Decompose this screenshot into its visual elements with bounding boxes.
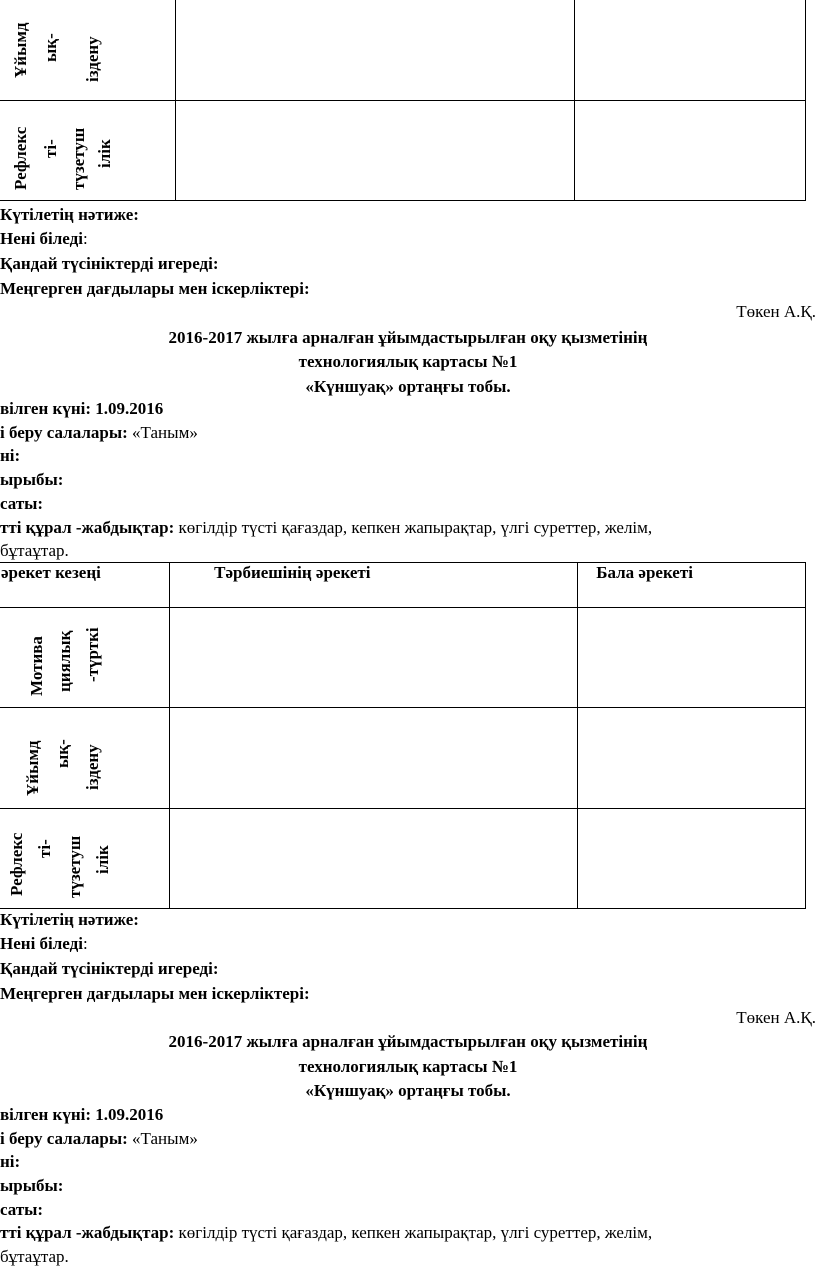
field-b: ырыбы: (0, 470, 64, 489)
field-b: ырыбы: (0, 1176, 64, 1195)
date-line: вілген күні: 1.09.2016 (0, 1105, 164, 1124)
equipment-cont: бұтаұтар. (0, 541, 69, 560)
knows-line: Нені біледі: (0, 229, 88, 248)
stage-labels (0, 600, 180, 910)
equipment-line: тті құрал -жабдықтар: көгілдір түсті қағаздар, кепкен жапырақтар, үлгі суреттер, желім, (0, 518, 653, 537)
areas-line: і беру салалары: «Таным» (0, 1129, 198, 1148)
label-line: Рефлекс (11, 126, 30, 190)
author-name: Төкен А.Қ. (736, 1008, 816, 1027)
date-line: вілген күні: 1.09.2016 (0, 399, 164, 418)
skills-line: Меңгерген дағдылары мен іскерліктері: (0, 984, 310, 1003)
equipment-cont: бұтаұтар. (0, 1247, 69, 1266)
label-line: Ұйымд (11, 22, 30, 78)
author-name: Төкен А.Қ. (736, 302, 816, 321)
header-teacher: Тәрбиешінің әрекеті (170, 563, 578, 608)
doc-title-line1: 2016-2017 жылға арналған ұйымдастырылған оқу қызметінің (168, 328, 648, 347)
teacher-action-cell (170, 708, 578, 809)
field-c: саты: (0, 1200, 44, 1219)
teacher-action-cell (175, 0, 575, 101)
child-action-cell (578, 608, 806, 708)
field-a: ні: (0, 446, 21, 465)
label-line: ті- (41, 139, 60, 158)
concepts-line: Қандай түсініктерді игереді: (0, 959, 219, 978)
label-line: ық- (41, 33, 60, 62)
teacher-action-cell (170, 809, 578, 909)
expected-result: Күтілетің нәтиже: (0, 205, 139, 224)
teacher-action-cell (175, 101, 575, 201)
stage-labels-top (0, 0, 180, 200)
expected-result: Күтілетің нәтиже: (0, 910, 139, 929)
child-action-cell (578, 708, 806, 809)
child-action-cell (578, 809, 806, 909)
label-line: ті- (35, 839, 54, 858)
label-line: Рефлекс (7, 832, 26, 896)
label-line: іздену (83, 36, 102, 82)
label-line: Мотива (27, 636, 46, 696)
knows-line: Нені біледі: (0, 934, 88, 953)
label-line: іздену (83, 744, 102, 790)
child-action-cell (575, 101, 806, 201)
doc-title-line1: 2016-2017 жылға арналған ұйымдастырылған оқу қызметінің (168, 1032, 648, 1051)
areas-line: і беру салалары: «Таным» (0, 423, 198, 442)
label-line: ілік (95, 139, 114, 168)
doc-title-line3: «Күншуақ» ортаңғы тобы. (305, 1081, 511, 1100)
label-line: циялық (55, 630, 74, 692)
child-action-cell (575, 0, 806, 101)
doc-title-line2: технологиялық картасы №1 (298, 352, 518, 371)
label-line: ық- (53, 739, 72, 768)
doc-title-line2: технологиялық картасы №1 (298, 1057, 518, 1076)
equipment-line: тті құрал -жабдықтар: көгілдір түсті қағаздар, кепкен жапырақтар, үлгі суреттер, желім, (0, 1223, 653, 1242)
doc-title-line3: «Күншуақ» ортаңғы тобы. (305, 377, 511, 396)
header-stage: әрекет кезеңі (0, 563, 170, 608)
teacher-action-cell (170, 608, 578, 708)
label-line: түзетуш (65, 835, 84, 898)
skills-line: Меңгерген дағдылары мен іскерліктері: (0, 279, 310, 298)
header-child: Бала әрекеті (578, 563, 806, 608)
field-a: ні: (0, 1152, 21, 1171)
label-line: ілік (93, 845, 112, 874)
label-line: Ұйымд (23, 740, 42, 796)
field-c: саты: (0, 494, 44, 513)
label-line: түзетуш (69, 127, 88, 190)
concepts-line: Қандай түсініктерді игереді: (0, 254, 219, 273)
label-line: -түрткі (83, 627, 102, 682)
